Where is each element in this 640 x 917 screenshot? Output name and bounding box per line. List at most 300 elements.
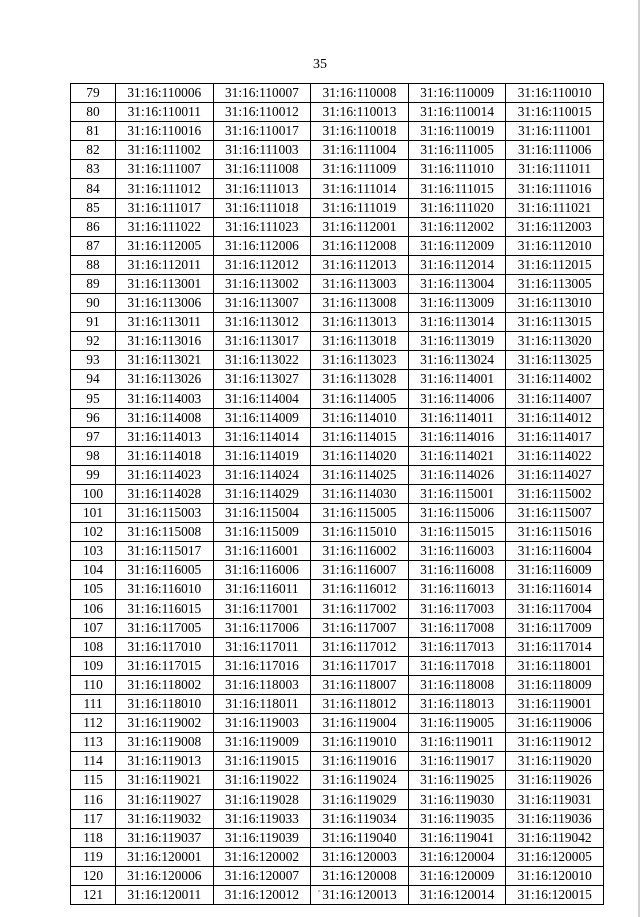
cadastral-code-cell: 31:16:119015 <box>213 752 311 771</box>
row-number-cell: 100 <box>71 484 116 503</box>
cadastral-code-cell: 31:16:111023 <box>213 217 311 236</box>
cadastral-code-cell: 31:16:120003 <box>311 847 409 866</box>
cadastral-code-cell: 31:16:114029 <box>213 484 311 503</box>
cadastral-code-cell: 31:16:111021 <box>506 198 604 217</box>
table-row <box>71 790 604 809</box>
row-number-cell: 87 <box>71 236 116 255</box>
cadastral-code-cell: 31:16:119039 <box>213 828 311 847</box>
table-row <box>71 160 604 179</box>
table-row <box>71 84 604 103</box>
cadastral-code-cell: 31:16:114012 <box>506 408 604 427</box>
cadastral-code-cell: 31:16:120001 <box>116 847 214 866</box>
row-number-cell: 119 <box>71 847 116 866</box>
cadastral-code-cell: 31:16:111007 <box>116 160 214 179</box>
cadastral-code-cell: 31:16:118003 <box>213 675 311 694</box>
cadastral-code-cell: 31:16:119021 <box>116 771 214 790</box>
cadastral-code-cell: 31:16:117018 <box>408 656 506 675</box>
table-row <box>71 294 604 313</box>
cadastral-code-cell: 31:16:117017 <box>311 656 409 675</box>
cadastral-code-cell: 31:16:119025 <box>408 771 506 790</box>
row-number-cell: 121 <box>71 885 116 904</box>
cadastral-code-cell: 31:16:117007 <box>311 618 409 637</box>
table-row <box>71 561 604 580</box>
cadastral-code-cell: 31:16:119035 <box>408 809 506 828</box>
cadastral-code-cell: 31:16:119042 <box>506 828 604 847</box>
cadastral-code-cell: 31:16:120004 <box>408 847 506 866</box>
cadastral-code-cell: 31:16:112008 <box>311 236 409 255</box>
cadastral-code-cell: 31:16:113025 <box>506 351 604 370</box>
row-number-cell: 92 <box>71 332 116 351</box>
cadastral-code-cell: 31:16:119004 <box>311 714 409 733</box>
cadastral-code-cell: 31:16:114016 <box>408 427 506 446</box>
cadastral-code-cell: 31:16:112011 <box>116 255 214 274</box>
table-row <box>71 103 604 122</box>
cadastral-code-cell: 31:16:114019 <box>213 446 311 465</box>
row-number-cell: 94 <box>71 370 116 389</box>
table-row <box>71 389 604 408</box>
cadastral-code-cell: 31:16:119026 <box>506 771 604 790</box>
cadastral-code-cell: 31:16:114020 <box>311 446 409 465</box>
row-number-cell: 79 <box>71 84 116 103</box>
table-row <box>71 484 604 503</box>
cadastral-code-cell: 31:16:113013 <box>311 313 409 332</box>
cadastral-code-cell: 31:16:110013 <box>311 103 409 122</box>
cadastral-code-cell: 31:16:114025 <box>311 465 409 484</box>
row-number-cell: 116 <box>71 790 116 809</box>
row-number-cell: 120 <box>71 866 116 885</box>
cadastral-code-cell: 31:16:115005 <box>311 504 409 523</box>
cadastral-code-cell: 31:16:113027 <box>213 370 311 389</box>
cadastral-code-cell: 31:16:114006 <box>408 389 506 408</box>
cadastral-code-cell: 31:16:116015 <box>116 599 214 618</box>
row-number-cell: 109 <box>71 656 116 675</box>
cadastral-code-cell: 31:16:114001 <box>408 370 506 389</box>
cadastral-code-cell: 31:16:113015 <box>506 313 604 332</box>
cadastral-code-cell: 31:16:112005 <box>116 236 214 255</box>
cadastral-code-cell: 31:16:111011 <box>506 160 604 179</box>
cadastral-code-cell: 31:16:119001 <box>506 695 604 714</box>
table-row <box>71 427 604 446</box>
cadastral-code-cell: 31:16:112012 <box>213 255 311 274</box>
cadastral-code-cell: 31:16:114015 <box>311 427 409 446</box>
cadastral-code-cell: 31:16:114014 <box>213 427 311 446</box>
row-number-cell: 115 <box>71 771 116 790</box>
row-number-cell: 95 <box>71 389 116 408</box>
cadastral-code-cell: 31:16:120010 <box>506 866 604 885</box>
cadastral-code-cell: 31:16:115004 <box>213 504 311 523</box>
table-row <box>71 733 604 752</box>
table-row <box>71 446 604 465</box>
cadastral-code-cell: 31:16:120008 <box>311 866 409 885</box>
cadastral-code-cell: 31:16:113023 <box>311 351 409 370</box>
cadastral-code-cell: 31:16:117012 <box>311 637 409 656</box>
table-row <box>71 828 604 847</box>
cadastral-code-cell: 31:16:113019 <box>408 332 506 351</box>
cadastral-code-cell: 31:16:117016 <box>213 656 311 675</box>
row-number-cell: 117 <box>71 809 116 828</box>
cadastral-code-cell: 31:16:118010 <box>116 695 214 714</box>
cadastral-code-cell: 31:16:117004 <box>506 599 604 618</box>
cadastral-code-cell: 31:16:117006 <box>213 618 311 637</box>
row-number-cell: 97 <box>71 427 116 446</box>
table-row <box>71 580 604 599</box>
cadastral-code-cell: 31:16:119040 <box>311 828 409 847</box>
table-row <box>71 542 604 561</box>
cadastral-code-cell: 31:16:117011 <box>213 637 311 656</box>
cadastral-code-cell: 31:16:120007 <box>213 866 311 885</box>
cadastral-code-cell: 31:16:110009 <box>408 84 506 103</box>
table-row <box>71 198 604 217</box>
row-number-cell: 98 <box>71 446 116 465</box>
cadastral-code-cell: 31:16:119012 <box>506 733 604 752</box>
table-row <box>71 465 604 484</box>
cadastral-code-cell: 31:16:113007 <box>213 294 311 313</box>
cadastral-code-cell: 31:16:113002 <box>213 274 311 293</box>
cadastral-code-cell: 31:16:119022 <box>213 771 311 790</box>
cadastral-code-cell: 31:16:113001 <box>116 274 214 293</box>
cadastral-code-cell: 31:16:116013 <box>408 580 506 599</box>
cadastral-code-cell: 31:16:116001 <box>213 542 311 561</box>
row-number-cell: 114 <box>71 752 116 771</box>
cadastral-code-cell: 31:16:119037 <box>116 828 214 847</box>
cadastral-code-cell: 31:16:113008 <box>311 294 409 313</box>
cadastral-code-cell: 31:16:118008 <box>408 675 506 694</box>
page-number: 35 <box>313 57 327 72</box>
cadastral-code-cell: 31:16:114007 <box>506 389 604 408</box>
cadastral-code-cell: 31:16:111009 <box>311 160 409 179</box>
table-row <box>71 255 604 274</box>
cadastral-code-cell: 31:16:114027 <box>506 465 604 484</box>
cadastral-code-cell: 31:16:114010 <box>311 408 409 427</box>
cadastral-code-cell: 31:16:114023 <box>116 465 214 484</box>
table-row <box>71 695 604 714</box>
row-number-cell: 89 <box>71 274 116 293</box>
cadastral-code-cell: 31:16:118007 <box>311 675 409 694</box>
cadastral-code-cell: 31:16:111005 <box>408 141 506 160</box>
cadastral-code-cell: 31:16:116011 <box>213 580 311 599</box>
cadastral-code-cell: 31:16:114005 <box>311 389 409 408</box>
cadastral-code-cell: 31:16:112002 <box>408 217 506 236</box>
cadastral-code-cell: 31:16:111018 <box>213 198 311 217</box>
cadastral-code-cell: 31:16:114004 <box>213 389 311 408</box>
cadastral-code-cell: 31:16:120015 <box>506 885 604 904</box>
cadastral-code-cell: 31:16:111003 <box>213 141 311 160</box>
cadastral-code-cell: 31:16:119029 <box>311 790 409 809</box>
cadastral-code-cell: 31:16:119010 <box>311 733 409 752</box>
cadastral-code-cell: 31:16:113017 <box>213 332 311 351</box>
row-number-cell: 111 <box>71 695 116 714</box>
cadastral-code-cell: 31:16:113012 <box>213 313 311 332</box>
cadastral-code-cell: 31:16:119003 <box>213 714 311 733</box>
cadastral-code-cell: 31:16:110014 <box>408 103 506 122</box>
cadastral-code-cell: 31:16:117001 <box>213 599 311 618</box>
cadastral-code-cell: 31:16:117014 <box>506 637 604 656</box>
cadastral-code-cell: 31:16:110018 <box>311 122 409 141</box>
table-row <box>71 771 604 790</box>
cadastral-code-cell: 31:16:116014 <box>506 580 604 599</box>
cadastral-code-cell: 31:16:112013 <box>311 255 409 274</box>
cadastral-code-cell: 31:16:113003 <box>311 274 409 293</box>
row-number-cell: 112 <box>71 714 116 733</box>
cadastral-code-cell: 31:16:113009 <box>408 294 506 313</box>
cadastral-code-cell: 31:16:120013 <box>311 885 409 904</box>
table-row <box>71 313 604 332</box>
cadastral-code-cell: 31:16:114024 <box>213 465 311 484</box>
cadastral-code-cell: 31:16:120014 <box>408 885 506 904</box>
cadastral-code-cell: 31:16:113021 <box>116 351 214 370</box>
row-number-cell: 118 <box>71 828 116 847</box>
cadastral-code-cell: 31:16:111016 <box>506 179 604 198</box>
cadastral-code-cell: 31:16:116006 <box>213 561 311 580</box>
cadastral-code-cell: 31:16:110006 <box>116 84 214 103</box>
cadastral-code-cell: 31:16:115006 <box>408 504 506 523</box>
cadastral-code-cell: 31:16:112010 <box>506 236 604 255</box>
cadastral-code-cell: 31:16:110017 <box>213 122 311 141</box>
cadastral-code-cell: 31:16:119027 <box>116 790 214 809</box>
table-row <box>71 752 604 771</box>
table-row <box>71 236 604 255</box>
table-row <box>71 217 604 236</box>
cadastral-code-cell: 31:16:110019 <box>408 122 506 141</box>
table-row <box>71 656 604 675</box>
cadastral-code-cell: 31:16:117013 <box>408 637 506 656</box>
cadastral-code-cell: 31:16:116005 <box>116 561 214 580</box>
cadastral-code-cell: 31:16:112001 <box>311 217 409 236</box>
cadastral-code-cell: 31:16:119006 <box>506 714 604 733</box>
row-number-cell: 81 <box>71 122 116 141</box>
cadastral-code-cell: 31:16:113011 <box>116 313 214 332</box>
cadastral-code-cell: 31:16:117010 <box>116 637 214 656</box>
row-number-cell: 105 <box>71 580 116 599</box>
table-row <box>71 523 604 542</box>
cadastral-code-cell: 31:16:111022 <box>116 217 214 236</box>
cadastral-code-cell: 31:16:111015 <box>408 179 506 198</box>
row-number-cell: 102 <box>71 523 116 542</box>
cadastral-code-cell: 31:16:113028 <box>311 370 409 389</box>
cadastral-code-cell: 31:16:119011 <box>408 733 506 752</box>
row-number-cell: 104 <box>71 561 116 580</box>
cadastral-code-cell: 31:16:120002 <box>213 847 311 866</box>
cadastral-code-cell: 31:16:117015 <box>116 656 214 675</box>
cadastral-code-cell: 31:16:119016 <box>311 752 409 771</box>
cadastral-code-cell: 31:16:116008 <box>408 561 506 580</box>
cadastral-code-cell: 31:16:115008 <box>116 523 214 542</box>
cadastral-code-cell: 31:16:110015 <box>506 103 604 122</box>
cadastral-code-cell: 31:16:119032 <box>116 809 214 828</box>
row-number-cell: 88 <box>71 255 116 274</box>
cadastral-code-cell: 31:16:116007 <box>311 561 409 580</box>
table-row <box>71 675 604 694</box>
cadastral-code-cell: 31:16:114021 <box>408 446 506 465</box>
cadastral-code-cell: 31:16:111002 <box>116 141 214 160</box>
cadastral-code-cell: 31:16:117003 <box>408 599 506 618</box>
row-number-cell: 96 <box>71 408 116 427</box>
cadastral-code-cell: 31:16:114013 <box>116 427 214 446</box>
cadastral-code-cell: 31:16:114002 <box>506 370 604 389</box>
cadastral-code-cell: 31:16:114026 <box>408 465 506 484</box>
cadastral-code-cell: 31:16:119009 <box>213 733 311 752</box>
cadastral-code-cell: 31:16:118002 <box>116 675 214 694</box>
cadastral-code-cell: 31:16:119002 <box>116 714 214 733</box>
cadastral-code-cell: 31:16:120012 <box>213 885 311 904</box>
cadastral-code-cell: 31:16:112006 <box>213 236 311 255</box>
cadastral-code-cell: 31:16:113026 <box>116 370 214 389</box>
row-number-cell: 106 <box>71 599 116 618</box>
table-row <box>71 809 604 828</box>
table-row <box>71 637 604 656</box>
row-number-cell: 107 <box>71 618 116 637</box>
cadastral-code-cell: 31:16:114028 <box>116 484 214 503</box>
cadastral-code-cell: 31:16:111017 <box>116 198 214 217</box>
cadastral-code-cell: 31:16:111006 <box>506 141 604 160</box>
cadastral-code-cell: 31:16:115002 <box>506 484 604 503</box>
cadastral-code-cell: 31:16:118012 <box>311 695 409 714</box>
scan-speck <box>318 890 320 892</box>
cadastral-code-cell: 31:16:111004 <box>311 141 409 160</box>
table-row <box>71 141 604 160</box>
cadastral-code-cell: 31:16:119008 <box>116 733 214 752</box>
cadastral-code-cell: 31:16:110008 <box>311 84 409 103</box>
cadastral-code-cell: 31:16:110016 <box>116 122 214 141</box>
row-number-cell: 82 <box>71 141 116 160</box>
cadastral-code-cell: 31:16:116003 <box>408 542 506 561</box>
cadastral-code-cell: 31:16:113024 <box>408 351 506 370</box>
row-number-cell: 84 <box>71 179 116 198</box>
cadastral-code-cell: 31:16:110011 <box>116 103 214 122</box>
table-row <box>71 351 604 370</box>
cadastral-code-cell: 31:16:112014 <box>408 255 506 274</box>
cadastral-code-cell: 31:16:119020 <box>506 752 604 771</box>
cadastral-code-cell: 31:16:113004 <box>408 274 506 293</box>
row-number-cell: 99 <box>71 465 116 484</box>
cadastral-code-cell: 31:16:115016 <box>506 523 604 542</box>
cadastral-code-cell: 31:16:111012 <box>116 179 214 198</box>
cadastral-code-cell: 31:16:115015 <box>408 523 506 542</box>
table-row <box>71 332 604 351</box>
cadastral-code-cell: 31:16:118009 <box>506 675 604 694</box>
cadastral-code-cell: 31:16:113018 <box>311 332 409 351</box>
table-row <box>71 885 604 904</box>
cadastral-code-cell: 31:16:119030 <box>408 790 506 809</box>
cadastral-code-cell: 31:16:115007 <box>506 504 604 523</box>
cadastral-code-cell: 31:16:119017 <box>408 752 506 771</box>
cadastral-code-cell: 31:16:118013 <box>408 695 506 714</box>
table-row <box>71 274 604 293</box>
cadastral-code-cell: 31:16:116002 <box>311 542 409 561</box>
cadastral-code-cell: 31:16:120006 <box>116 866 214 885</box>
cadastral-code-cell: 31:16:113006 <box>116 294 214 313</box>
table-row <box>71 504 604 523</box>
cadastral-code-cell: 31:16:117008 <box>408 618 506 637</box>
table-row <box>71 847 604 866</box>
cadastral-code-cell: 31:16:111013 <box>213 179 311 198</box>
row-number-cell: 91 <box>71 313 116 332</box>
cadastral-code-cell: 31:16:112015 <box>506 255 604 274</box>
cadastral-code-cell: 31:16:113016 <box>116 332 214 351</box>
row-number-cell: 85 <box>71 198 116 217</box>
cadastral-code-cell: 31:16:114003 <box>116 389 214 408</box>
row-number-cell: 83 <box>71 160 116 179</box>
cadastral-code-cell: 31:16:113022 <box>213 351 311 370</box>
table-row <box>71 618 604 637</box>
cadastral-code-cell: 31:16:119036 <box>506 809 604 828</box>
table-row <box>71 866 604 885</box>
cadastral-code-cell: 31:16:120005 <box>506 847 604 866</box>
table-row <box>71 408 604 427</box>
cadastral-code-cell: 31:16:113005 <box>506 274 604 293</box>
cadastral-code-cell: 31:16:118011 <box>213 695 311 714</box>
cadastral-code-cell: 31:16:117005 <box>116 618 214 637</box>
cadastral-code-cell: 31:16:110012 <box>213 103 311 122</box>
cadastral-code-cell: 31:16:113010 <box>506 294 604 313</box>
cadastral-code-cell: 31:16:111001 <box>506 122 604 141</box>
cadastral-code-cell: 31:16:115009 <box>213 523 311 542</box>
cadastral-code-cell: 31:16:115010 <box>311 523 409 542</box>
row-number-cell: 80 <box>71 103 116 122</box>
cadastral-code-cell: 31:16:114009 <box>213 408 311 427</box>
cadastral-code-cell: 31:16:117002 <box>311 599 409 618</box>
cadastral-code-cell: 31:16:114030 <box>311 484 409 503</box>
row-number-cell: 110 <box>71 675 116 694</box>
cadastral-code-cell: 31:16:116009 <box>506 561 604 580</box>
row-number-cell: 103 <box>71 542 116 561</box>
cadastral-code-cell: 31:16:111010 <box>408 160 506 179</box>
table-row <box>71 714 604 733</box>
cadastral-code-cell: 31:16:115001 <box>408 484 506 503</box>
row-number-cell: 113 <box>71 733 116 752</box>
cadastral-code-cell: 31:16:119033 <box>213 809 311 828</box>
cadastral-codes-table <box>70 83 604 905</box>
cadastral-code-cell: 31:16:110007 <box>213 84 311 103</box>
cadastral-code-cell: 31:16:118001 <box>506 656 604 675</box>
cadastral-code-cell: 31:16:120009 <box>408 866 506 885</box>
cadastral-code-cell: 31:16:114022 <box>506 446 604 465</box>
cadastral-code-cell: 31:16:120011 <box>116 885 214 904</box>
table-row <box>71 179 604 198</box>
cadastral-code-cell: 31:16:119028 <box>213 790 311 809</box>
cadastral-code-cell: 31:16:119013 <box>116 752 214 771</box>
table-body <box>71 84 604 905</box>
row-number-cell: 93 <box>71 351 116 370</box>
cadastral-code-cell: 31:16:115003 <box>116 504 214 523</box>
cadastral-code-cell: 31:16:111020 <box>408 198 506 217</box>
cadastral-code-cell: 31:16:119041 <box>408 828 506 847</box>
cadastral-code-cell: 31:16:116010 <box>116 580 214 599</box>
cadastral-code-cell: 31:16:111014 <box>311 179 409 198</box>
cadastral-code-cell: 31:16:112009 <box>408 236 506 255</box>
cadastral-code-cell: 31:16:116004 <box>506 542 604 561</box>
cadastral-code-cell: 31:16:115017 <box>116 542 214 561</box>
row-number-cell: 86 <box>71 217 116 236</box>
cadastral-code-cell: 31:16:119034 <box>311 809 409 828</box>
row-number-cell: 101 <box>71 504 116 523</box>
cadastral-code-cell: 31:16:114008 <box>116 408 214 427</box>
cadastral-code-cell: 31:16:113020 <box>506 332 604 351</box>
cadastral-code-cell: 31:16:112003 <box>506 217 604 236</box>
cadastral-code-cell: 31:16:111008 <box>213 160 311 179</box>
cadastral-code-cell: 31:16:113014 <box>408 313 506 332</box>
cadastral-code-cell: 31:16:114011 <box>408 408 506 427</box>
cadastral-code-cell: 31:16:116012 <box>311 580 409 599</box>
table-row <box>71 122 604 141</box>
row-number-cell: 108 <box>71 637 116 656</box>
cadastral-code-cell: 31:16:117009 <box>506 618 604 637</box>
row-number-cell: 90 <box>71 294 116 313</box>
cadastral-code-cell: 31:16:114017 <box>506 427 604 446</box>
cadastral-code-cell: 31:16:119031 <box>506 790 604 809</box>
table-row <box>71 599 604 618</box>
cadastral-code-cell: 31:16:111019 <box>311 198 409 217</box>
